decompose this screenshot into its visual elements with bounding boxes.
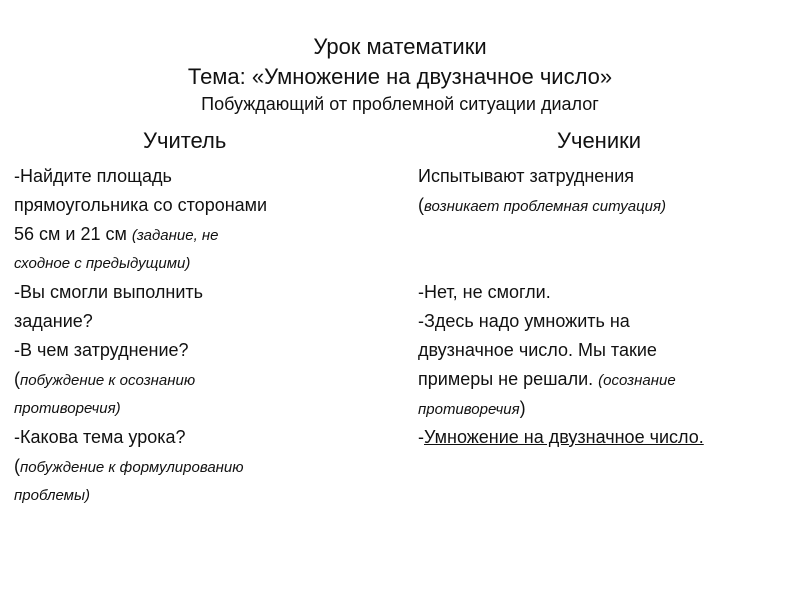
teacher-line: -Найдите площадь [14, 166, 172, 186]
student-line: Испытывают затруднения [418, 166, 635, 186]
student-note: противоречия [418, 401, 520, 418]
slide-title [0, 32, 800, 116]
teacher-line [14, 220, 394, 249]
student-line: -Здесь надо умножить на [418, 311, 630, 331]
spacer [418, 220, 798, 278]
teacher-note: побуждение к осознанию [20, 372, 196, 389]
topic-title: Тема: «Умножение на двузначное число» [187, 64, 613, 89]
teacher-heading: Учитель [143, 128, 227, 153]
teacher-note: (задание, не [131, 227, 219, 244]
teacher-text: 56 см и 21 см [14, 224, 132, 244]
paren: ( [14, 456, 20, 476]
teacher-column [14, 162, 394, 510]
student-line: -Нет, не смогли. [418, 282, 551, 302]
lesson-title: Урок математики [313, 34, 487, 59]
student-note: возникает проблемная ситуация) [424, 198, 667, 215]
teacher-line [14, 452, 394, 481]
teacher-line [14, 365, 394, 394]
student-line [418, 423, 798, 452]
teacher-line: -Вы смогли выполнить [14, 282, 204, 302]
student-note: (осознание [598, 372, 676, 389]
paren: ( [14, 369, 20, 389]
teacher-line: -В чем затруднение? [14, 340, 189, 360]
teacher-note: побуждение к формулированию [20, 459, 244, 476]
lesson-topic-answer: Умножение на двузначное число. [424, 427, 704, 447]
paren: ( [418, 195, 424, 215]
paren: ) [519, 398, 526, 418]
teacher-note: противоречия) [14, 400, 121, 417]
dialog-subtitle: Побуждающий от проблемной ситуации диалог [201, 94, 599, 114]
dash: - [418, 427, 424, 447]
student-line [418, 191, 798, 220]
student-line [418, 394, 798, 423]
teacher-line: прямоугольника со сторонами [14, 195, 268, 215]
students-column [418, 162, 798, 452]
teacher-note: проблемы) [14, 487, 90, 504]
students-heading: Ученики [557, 128, 642, 153]
teacher-line: -Какова тема урока? [14, 427, 186, 447]
student-text: примеры не решали. [418, 369, 599, 389]
teacher-note: сходное с предыдущими) [14, 255, 191, 272]
student-line: двузначное число. Мы такие [418, 340, 657, 360]
student-line [418, 365, 798, 394]
teacher-line: задание? [14, 311, 93, 331]
